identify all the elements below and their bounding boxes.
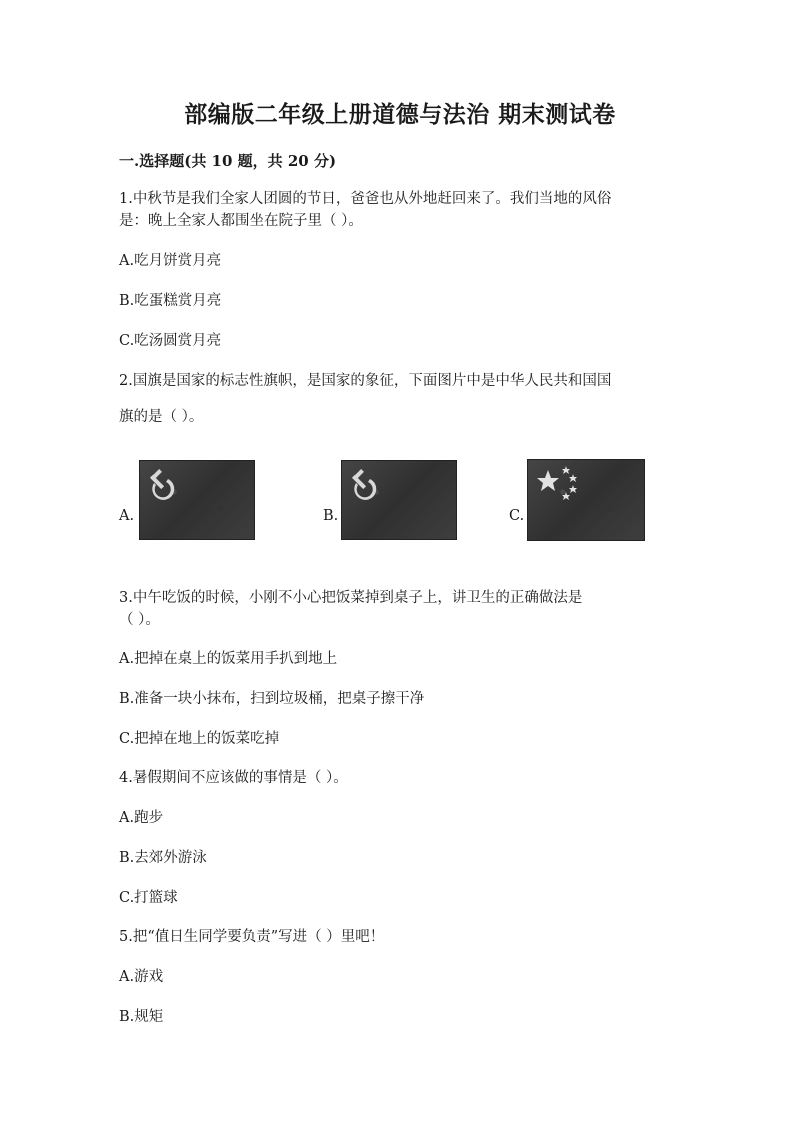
question-5-option-b: B.规矩: [119, 1009, 164, 1025]
question-3-option-b: B.准备一块小抹布，扫到垃圾桶，把桌子擦干净: [119, 691, 425, 707]
question-4-option-c: C.打篮球: [119, 890, 178, 906]
party-flag-icon: [139, 460, 255, 540]
question-1-text-line-2: 是：晚上全家人都围坐在院子里（ ）。: [119, 213, 363, 229]
page-title: 部编版二年级上册道德与法治 期末测试卷: [184, 101, 616, 128]
question-2-option-a-label: A.: [119, 508, 135, 524]
question-3-text-line-1: 3.中午吃饭的时候，小刚不小心把饭菜掉到桌子上，讲卫生的正确做法是: [119, 590, 583, 606]
question-5-text-line-1: 5.把“值日生同学要负责”写进（ ）里吧！: [119, 929, 385, 945]
question-3-text-line-2: （ ）。: [119, 612, 160, 628]
section-heading: 一.选择题(共 10 题，共 20 分): [119, 152, 337, 170]
party-flag-icon: [341, 460, 457, 540]
question-3-option-c: C.把掉在地上的饭菜吃掉: [119, 731, 280, 747]
question-2-text-line-2: 旗的是（ ）。: [119, 409, 204, 425]
question-5-option-a: A.游戏: [119, 969, 164, 985]
question-2-text-line-1: 2.国旗是国家的标志性旗帜，是国家的象征，下面图片中是中华人民共和国国: [119, 373, 612, 389]
question-4-option-a: A.跑步: [119, 810, 164, 826]
flag-options-row: [119, 460, 679, 540]
question-4-option-b: B.去郊外游泳: [119, 850, 207, 866]
question-1-option-b: B.吃蛋糕赏月亮: [119, 293, 222, 309]
question-3-option-a: A.把掉在桌上的饭菜用手扒到地上: [119, 651, 338, 667]
question-4-text-line-1: 4.暑假期间不应该做的事情是（ ）。: [119, 770, 348, 786]
five-star-flag-icon: [527, 459, 645, 541]
question-2-option-c-label: C.: [509, 508, 525, 524]
question-1-option-a: A.吃月饼赏月亮: [119, 253, 222, 269]
question-1-text-line-1: 1.中秋节是我们全家人团圆的节日，爸爸也从外地赶回来了。我们当地的风俗: [119, 191, 612, 207]
question-2-option-b-label: B.: [323, 508, 339, 524]
question-1-option-c: C.吃汤圆赏月亮: [119, 333, 222, 349]
